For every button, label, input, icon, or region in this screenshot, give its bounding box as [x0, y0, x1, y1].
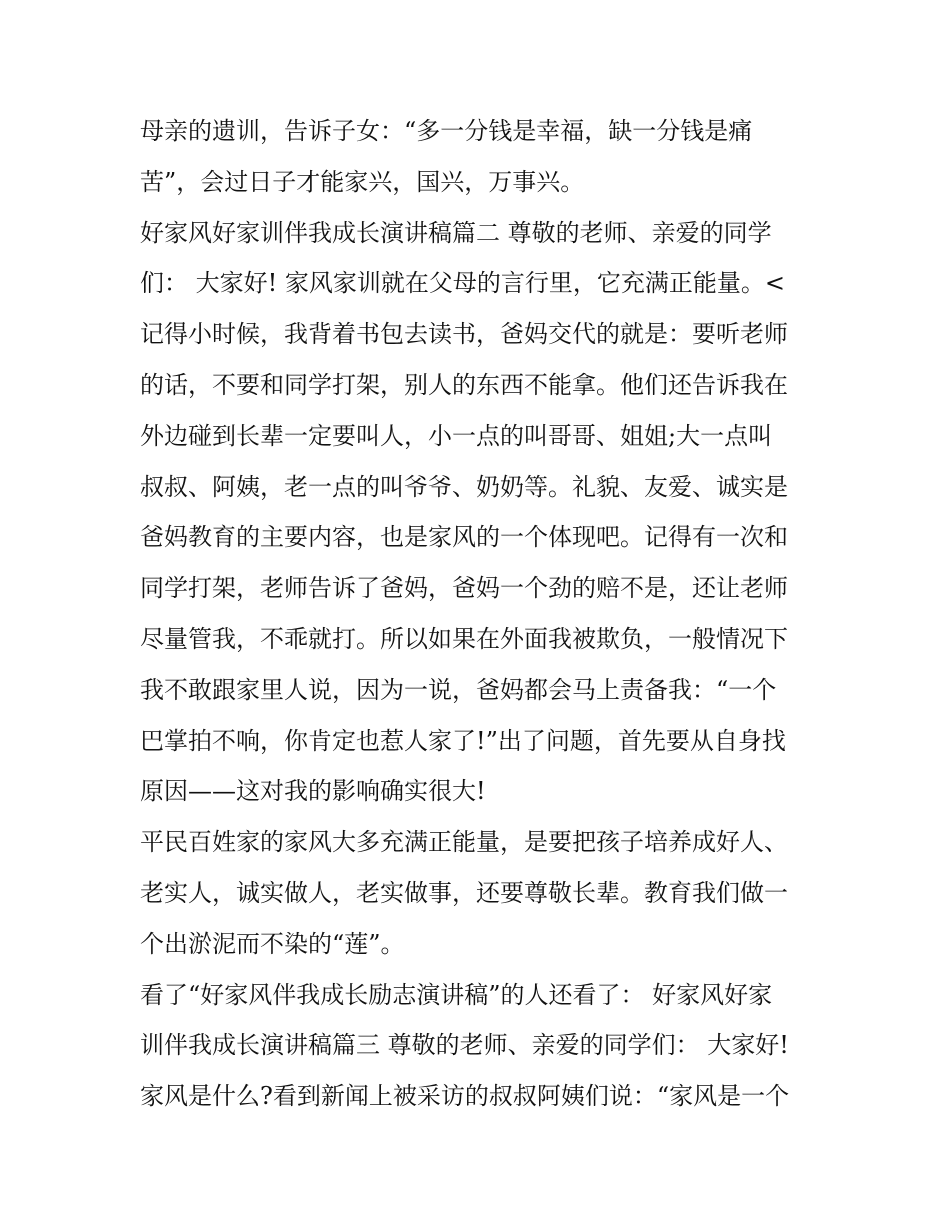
text-line: 的话，不要和同学打架，别人的东西不能拿。他们还告诉我在: [140, 370, 788, 399]
text-line: 记得小时候，我背着书包去读书，爸妈交代的就是：要听老师: [140, 320, 788, 349]
text-line: 母亲的遗训，告诉子女：“多一分钱是幸福，缺一分钱是痛: [140, 117, 753, 145]
text-line: 尽量管我，不乖就打。所以如果在外面我被欺负，一般情况下: [140, 624, 788, 653]
text-line: 叔叔、阿姨，老一点的叫爷爷、奶奶等。礼貌、友爱、诚实是: [140, 472, 788, 501]
text-line: 好家风好家训伴我成长演讲稿篇二 尊敬的老师、亲爱的同学: [140, 218, 772, 247]
text-line: 老实人，诚实做人，老实做事，还要尊敬长辈。教育我们做一: [140, 878, 788, 907]
text-line: 原因——这对我的影响确实很大!: [140, 777, 486, 806]
text-line: 个出淤泥而不染的“莲”。: [140, 929, 405, 958]
text-line: 爸妈教育的主要内容，也是家风的一个体现吧。记得有一次和: [140, 523, 788, 552]
text-line: 苦”，会过日子才能家兴，国兴，万事兴。: [140, 167, 585, 196]
text-line: 外边碰到长辈一定要叫人，小一点的叫哥哥、姐姐;大一点叫: [140, 421, 773, 450]
text-line: 我不敢跟家里人说，因为一说，爸妈都会马上责备我：“一个: [140, 675, 777, 704]
text-line: 家风是什么?看到新闻上被采访的叔叔阿姨们说：“家风是一个: [140, 1082, 790, 1111]
text-line: 巴掌拍不响，你肯定也惹人家了!”出了问题，首先要从自身找: [140, 726, 786, 755]
text-line: 们： 大家好! 家风家训就在父母的言行里，它充满正能量。<: [140, 269, 786, 298]
text-line: 同学打架，老师告诉了爸妈，爸妈一个劲的赔不是，还让老师: [140, 574, 788, 603]
text-line: 训伴我成长演讲稿篇三 尊敬的老师、亲爱的同学们： 大家好!: [140, 1031, 789, 1060]
body-text: [140, 106, 820, 1122]
text-line: 看了“好家风伴我成长励志演讲稿”的人还看了： 好家风好家: [140, 980, 773, 1009]
text-line: 平民百姓家的家风大多充满正能量，是要把孩子培养成好人、: [140, 828, 788, 857]
